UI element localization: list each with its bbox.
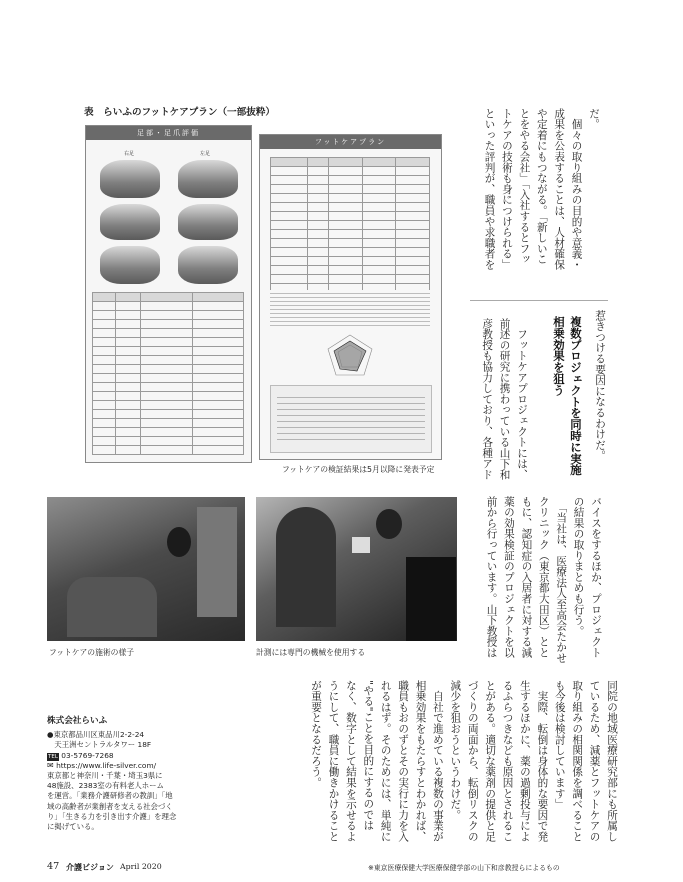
foot-evaluation-table (92, 292, 244, 455)
foot-evaluation-title: 足部・足爪評価 (86, 126, 251, 140)
comment-box (270, 385, 432, 453)
plan-notes-block (270, 290, 430, 326)
foot-care-plan-panel (259, 134, 442, 460)
measurement-photo-caption: 計測には専門の機械を使用する (256, 648, 366, 657)
foot-photo (178, 246, 238, 284)
foot-care-photo (47, 497, 245, 641)
foot-care-plan-table (270, 157, 430, 302)
body-text-col4: 同院の地域医療研究部にも所属し ているため、減薬とフットケアの 取り組みの相関関係を調べること も今後は検討しています」 実際、転倒は身体的な要因で発 生するほかに、薬の過剰投与によ るふらつきなども原因とされるこ とがある。適切な薬剤の提供と足 づくりの両面から、転倒リスクの 減少を狙おうというわけだ。 自社で進めている複数の事業が 相乗効果をもたらすとわかれば、 職員もおのずとその実行に力を入 れるはず。そのためには、単純に "やる"ことを目的にするのでは なく、数字として結果を示せるよ うにして、職員に働きかけること が重要となるだろう。 (310, 680, 618, 842)
page-number: 47 (47, 861, 60, 872)
column-divider (470, 300, 608, 301)
company-url[interactable]: ✉ https://www.life-silver.com/ (47, 760, 157, 770)
radar-chart-graphic (322, 331, 378, 381)
body-text-col3: バイスをするほか、プロジェクト の結果の取りまとめも行う。 「当社は、医療法人至高会たかせ クリニック（東京都大田区）とと もに、認知症の入居者に対する減 薬の効果検証のプロジェクトを以 前から行っています。山下教授は (485, 496, 602, 664)
foot-care-photo-caption: フットケアの施術の様子 (49, 648, 135, 657)
foot-photo (178, 204, 238, 240)
table-title: 表 らいふのフットケアプラン（一部抜粋） (84, 107, 276, 118)
company-tel: TEL 03-5769-7268 (48, 750, 114, 760)
foot-photo (100, 246, 160, 284)
body-text-col2: 惹きつける要因になるわけだ。 (594, 310, 606, 462)
foot-photo (178, 160, 238, 198)
magazine-issue: April 2020 (120, 862, 162, 871)
right-foot-label: 右足 (124, 151, 135, 157)
left-foot-label: 左足 (200, 151, 211, 157)
section-heading: 複数プロジェクトを同時に実施 相乗効果を狙う (552, 316, 583, 476)
body-text-col1: だ。 個々の取り組みの目的や意義・ 成果を公表することは、人材確保 や定着にもつながる。「新しいこ とをやる会社」「入社するとフッ トケアの技術も身につけられる」 といった評判が、職員や求職者を (483, 108, 600, 270)
company-address1: ●東京都品川区東品川2-2-24 (47, 730, 145, 740)
company-name: 株式会社らいふ (47, 716, 108, 726)
foot-care-plan-title: フットケアプラン (260, 135, 441, 149)
table-caption: フットケアの検証結果は5月以降に発表予定 (282, 465, 435, 474)
company-description: 東京都と神奈川・千葉・埼玉3県に 48施設、2383室の有料老人ホーム を運営。「業務介護研修者の教訓」「地 域の高齢者が業創者を支える社会づく り」「生きる力を引き出す介護」を理念 に掲げている。 (47, 771, 177, 832)
phone-icon: TEL (48, 753, 58, 760)
mail-icon: ✉ (47, 760, 54, 770)
body-text-col2b: フットケアプロジェクトには、 前述の研究に携わっている山下和 彦教授も協力しており、各種アド (481, 318, 528, 480)
magazine-name: 介護ビジョン (66, 863, 114, 872)
foot-evaluation-panel (85, 125, 252, 463)
foot-photo (100, 204, 160, 240)
footnote: ※東京医療保健大学医療保健学部の山下和彦教授らによるもの (368, 864, 560, 872)
company-info (47, 716, 247, 832)
company-address2: 天王洲セントラルタワー 18F (47, 740, 152, 750)
measurement-photo (256, 497, 457, 641)
foot-photo (100, 160, 160, 198)
